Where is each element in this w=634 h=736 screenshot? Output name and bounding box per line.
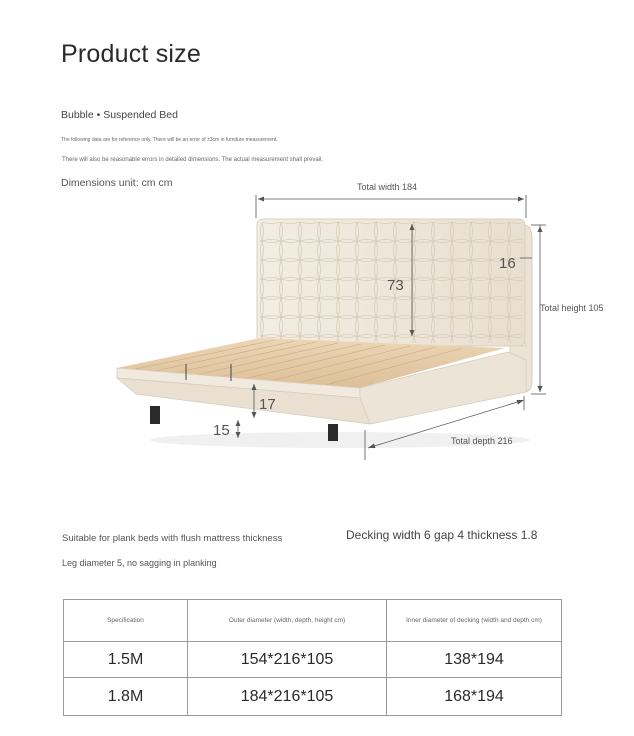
bed-frame [117, 338, 526, 424]
cell-inner: 138*194 [387, 642, 562, 678]
table-row [64, 642, 562, 678]
suitable-note: Suitable for plank beds with flush mattress thickness [62, 533, 283, 544]
decking-note: Decking width 6 gap 4 thickness 1.8 [346, 528, 538, 542]
frame-height-label: 17 [259, 396, 276, 413]
headboard-height-label: 73 [387, 277, 404, 294]
spec-table [63, 599, 562, 716]
table-row [64, 678, 562, 716]
leg-front-right [328, 424, 338, 441]
error-note: There will also be reasonable errors in detailed dimensions. The actual measurement shall prevail. [62, 157, 324, 163]
header-specification: Specification [64, 600, 188, 642]
leg-front-left [150, 406, 160, 424]
reference-note: The following data are for reference only. There will be an error of ±3cm in furniture measurement. [61, 137, 278, 143]
total-width-label: Total width 184 [356, 182, 418, 192]
dimensions-unit: Dimensions unit: cm cm [61, 177, 173, 189]
headboard-thickness-label: 16 [499, 255, 516, 272]
header-outer-diameter: Outer diameter (width, depth, height cm) [188, 600, 387, 642]
cell-outer: 184*216*105 [188, 678, 387, 716]
table-header-row [64, 600, 562, 642]
cell-outer: 154*216*105 [188, 642, 387, 678]
total-height-label: Total height 105 [540, 303, 604, 313]
total-depth-label: Total depth 216 [451, 436, 513, 446]
cell-inner: 168*194 [387, 678, 562, 716]
page-title: Product size [61, 40, 201, 68]
cell-spec: 1.5M [64, 642, 188, 678]
header-inner-diameter: Inner diameter of decking (width and depth cm) [387, 600, 562, 642]
product-name: Bubble • Suspended Bed [61, 109, 178, 121]
leg-height-label: 15 [213, 422, 230, 439]
leg-note: Leg diameter 5, no sagging in planking [62, 558, 217, 568]
cell-spec: 1.8M [64, 678, 188, 716]
